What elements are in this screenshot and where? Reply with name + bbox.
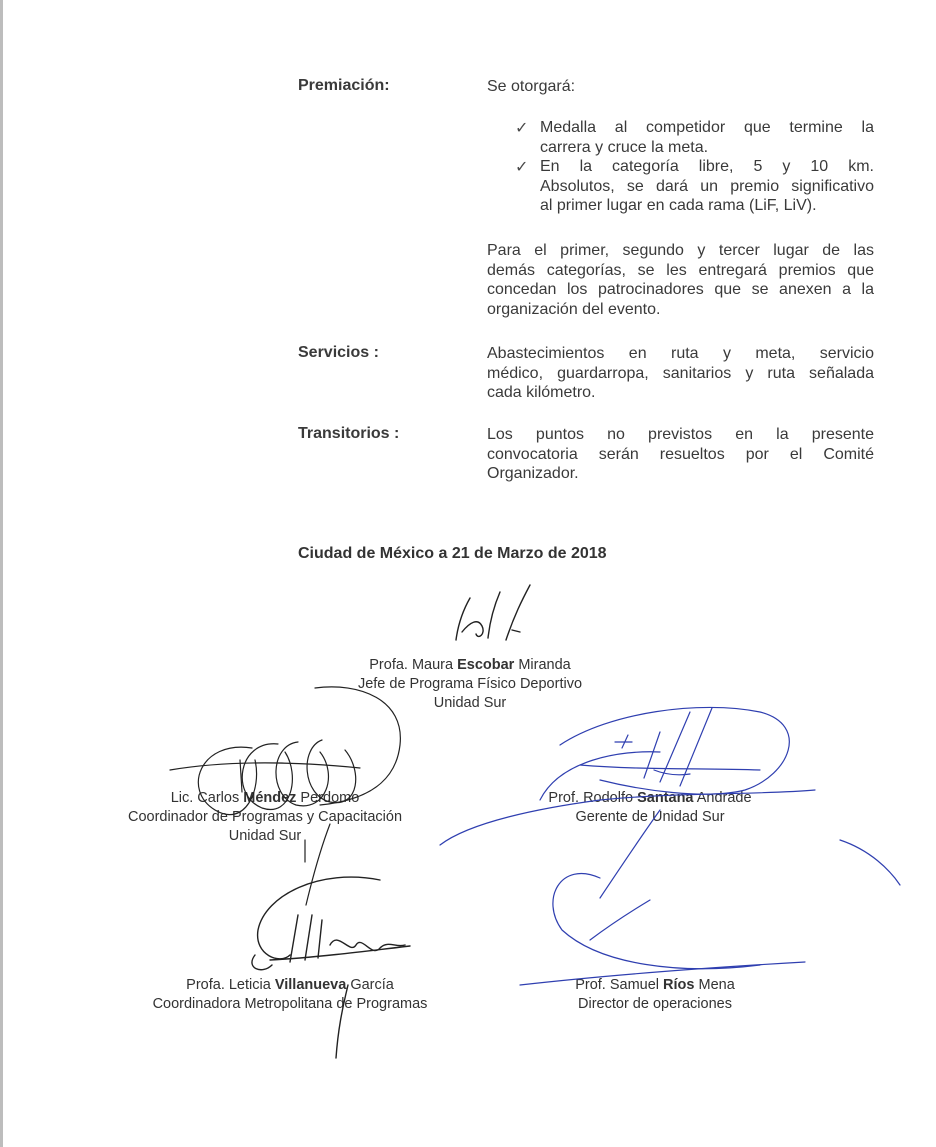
checkmark-icon: ✓ — [515, 159, 529, 176]
signature-santana — [440, 707, 900, 968]
checkmark-icon: ✓ — [515, 120, 529, 137]
servicios-label: Servicios : — [298, 344, 379, 361]
signature-villanueva — [252, 877, 410, 1058]
signature-block-santana: Prof. Rodolfo Santana Andrade Gerente de Unidad Sur — [548, 790, 752, 825]
servicios-text: Abastecimientos en ruta y meta, servicio médico, guardarropa, sanitarios y ruta señalada cada kilómetro. — [487, 345, 874, 401]
signature-block-rios: Prof. Samuel Ríos Mena Director de operaciones — [575, 977, 735, 1012]
page-edge — [0, 0, 3, 1147]
premiacion-label: Premiación: — [298, 77, 390, 94]
transitorios-text: Los puntos no previstos en la presente convocatoria serán resueltos por el Comité Organizador. — [487, 426, 874, 482]
signature-block-villanueva: Profa. Leticia Villanueva García Coordinadora Metropolitana de Programas — [152, 977, 428, 1012]
premiacion-intro: Se otorgará: — [487, 78, 576, 95]
premiacion-paragraph: Para el primer, segundo y tercer lugar de las demás categorías, se les entregará premios que concedan los patrocinadores que se anexen a la organización del evento. — [487, 242, 874, 318]
premiacion-bullet-1: Medalla al competidor que termine la carrera y cruce la meta. — [540, 119, 874, 156]
transitorios-label: Transitorios : — [298, 425, 400, 442]
signature-block-mendez: Lic. Carlos Méndez Perdomo Coordinador de Programas y Capacitación Unidad Sur — [127, 790, 403, 844]
signature-block-escobar: Profa. Maura Escobar Miranda Jefe de Programa Físico Deportivo Unidad Sur — [357, 657, 583, 711]
date-line: Ciudad de México a 21 de Marzo de 2018 — [298, 545, 607, 562]
signature-escobar — [456, 585, 530, 640]
premiacion-bullet-2: En la categoría libre, 5 y 10 km. Absolutos, se dará un premio significativo al primer lugar en cada rama (LiF, LiV). — [540, 158, 874, 214]
